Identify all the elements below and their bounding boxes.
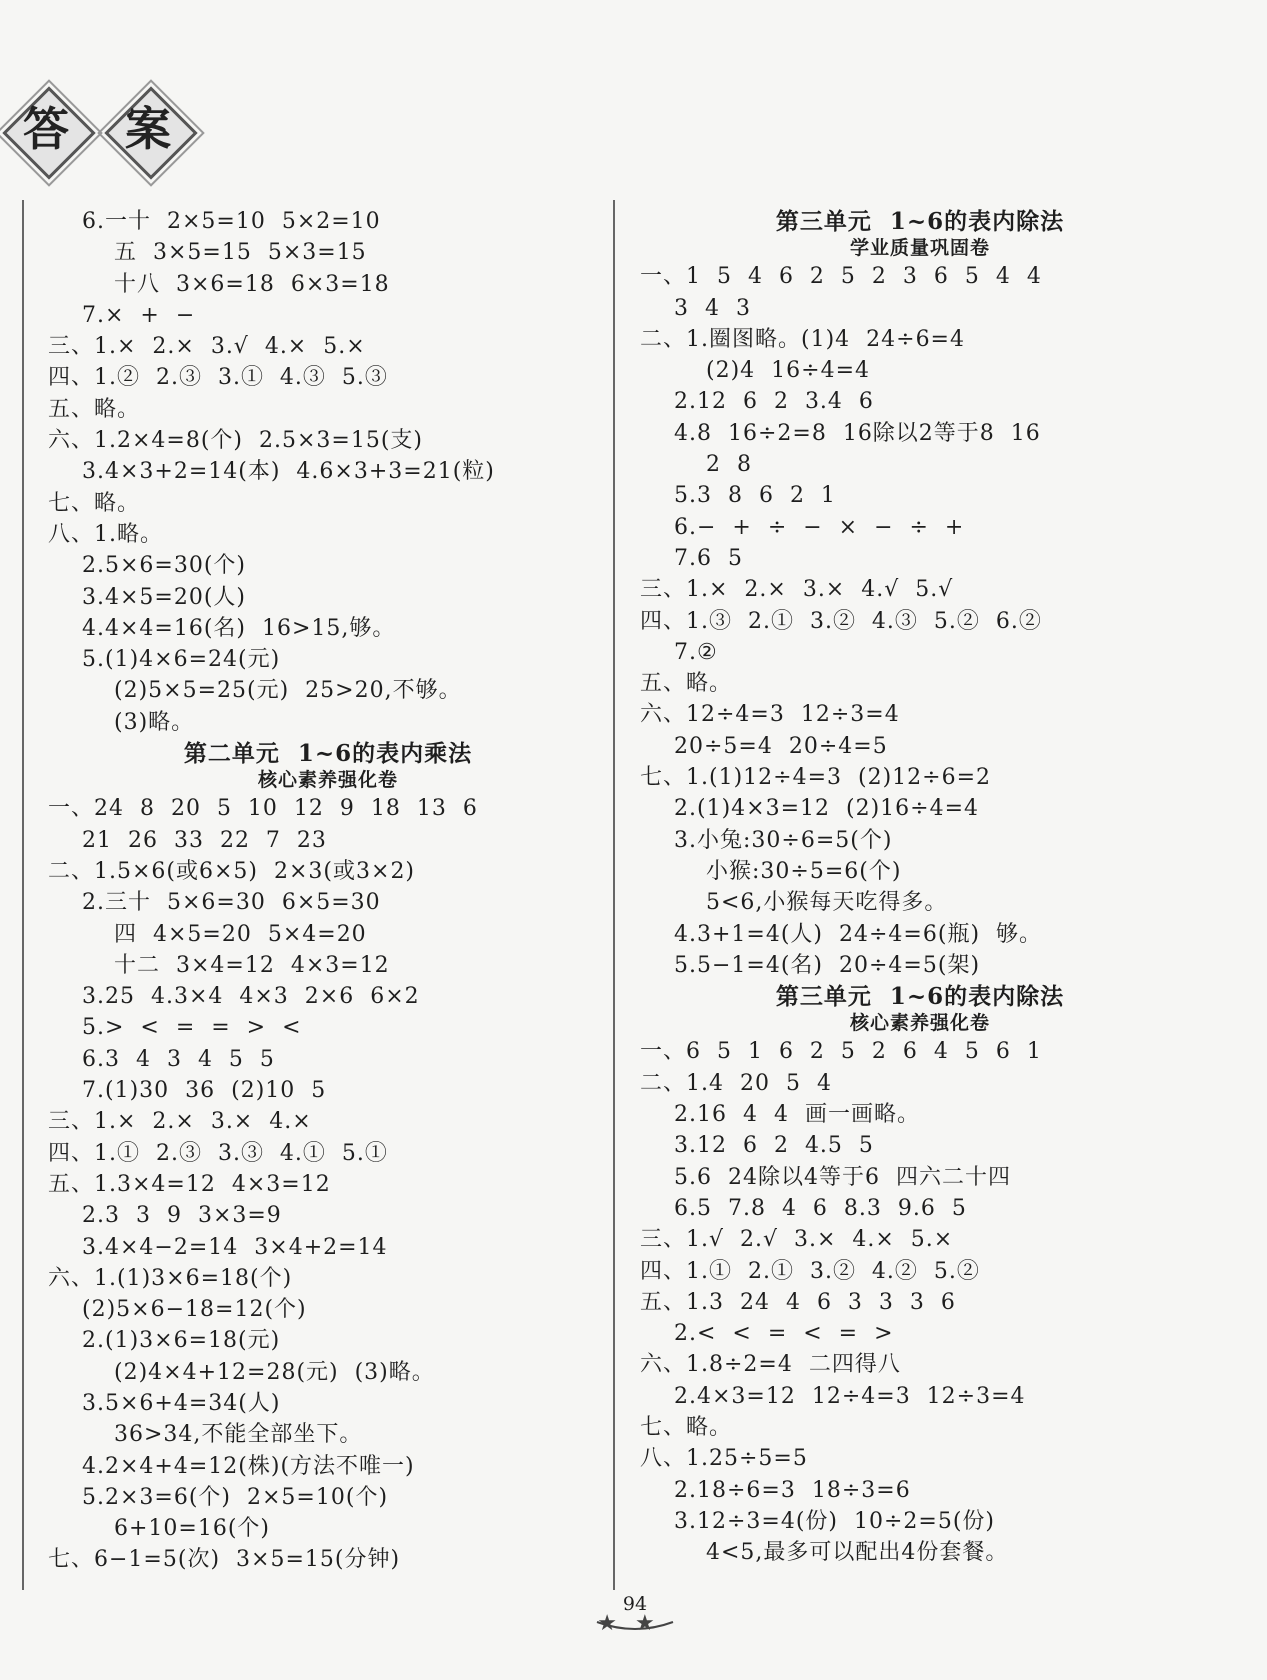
answer-line: 5.3 8 6 2 1 [674,483,836,509]
answer-line: 2.三十 5×6=30 6×5=30 [82,890,381,916]
answer-line: 三、1.√ 2.√ 3.× 4.× 5.× [640,1227,954,1253]
answer-line: 5<6,小猴每天吃得多。 [706,890,948,916]
answer-line: 五、1.3 24 4 6 3 3 3 6 [640,1289,956,1315]
page-footer [555,1594,715,1638]
answer-line: 4<5,最多可以配出4份套餐。 [706,1540,1009,1566]
answer-line: 七、1.(1)12÷4=3 (2)12÷6=2 [640,765,992,791]
answer-line: 六、1.(1)3×6=18(个) [48,1265,293,1291]
answer-line: 2.12 6 2 3.4 6 [674,389,874,415]
answer-line: 5.6 24除以4等于6 四六二十四 [674,1164,1011,1190]
footer-stars: ★★ [597,1611,673,1636]
answer-line: 一、24 8 20 5 10 12 9 18 13 6 [48,796,478,822]
answer-line: 20÷5=4 20÷4=5 [674,733,888,759]
answer-line: 21 26 33 22 7 23 [82,827,327,853]
answer-line: 三、1.× 2.× 3.√ 4.× 5.× [48,334,366,360]
answer-line: 3.12÷3=4(份) 10÷2=5(份) [674,1508,996,1534]
answer-line: 五、略。 [640,671,733,697]
right-column [640,206,1200,1568]
answer-line: 4.2×4+4=12(株)(方法不唯一) [82,1453,415,1479]
answer-line: 5.> < = = > < [82,1015,302,1041]
answer-line: 七、略。 [48,490,141,516]
answer-line: 小猴:30÷5=6(个) [706,858,902,884]
answer-line: 6.一十 2×5=10 5×2=10 [82,209,381,234]
answer-line: 6.− + ÷ − × − ÷ + [674,514,965,540]
page-number: 94 [622,1593,648,1615]
answer-line: (2)4×4+12=28(元) (3)略。 [114,1359,435,1385]
answer-line: 四、1.② 2.③ 3.① 4.③ 5.③ [48,365,388,391]
answer-line: 7.② [674,639,718,665]
left-column [48,206,608,1576]
answer-line: 三、1.× 2.× 3.× 4.√ 5.√ [640,577,954,603]
answer-line: 十八 3×6=18 6×3=18 [114,271,390,297]
answer-line: 三、1.× 2.× 3.× 4.× [48,1109,312,1135]
answer-line: 四、1.③ 2.① 3.② 4.③ 5.② 6.② [640,608,1042,634]
left-margin-rule [22,200,24,1590]
answer-line: 3.4×4−2=14 3×4+2=14 [82,1234,388,1260]
answer-line: 3.25 4.3×4 4×3 2×6 6×2 [82,984,420,1010]
answer-line: (2)4 16÷4=4 [706,358,871,384]
answer-line: 3.小兔:30÷6=5(个) [674,827,893,853]
answer-line: 六、1.2×4=8(个) 2.5×3=15(支) [48,428,424,454]
answer-line: 3.4×5=20(人) [82,584,247,610]
answer-line: 3.12 6 2 4.5 5 [674,1133,874,1159]
answer-line: 六、12÷4=3 12÷3=4 [640,702,900,728]
answer-line: 36>34,不能全部坐下。 [114,1422,363,1448]
answer-line: 3.4×3+2=14(本) 4.6×3+3=21(粒) [82,459,495,485]
answer-line: 2.(1)4×3=12 (2)16÷4=4 [674,796,980,822]
answer-line: 五、1.3×4=12 4×3=12 [48,1171,331,1197]
answer-line: (2)5×5=25(元) 25>20,不够。 [114,678,462,704]
answer-line: 3.5×6+4=34(人) [82,1390,281,1416]
answer-line: 一、1 5 4 6 2 5 2 3 6 5 4 4 [640,264,1042,290]
answer-line: 五 3×5=15 5×3=15 [114,240,367,266]
answer-line: 6+10=16(个) [114,1516,271,1542]
answer-line: 2.5×6=30(个) [82,553,247,579]
answer-line: 7.× + − [82,302,196,328]
answer-line: 二、1.5×6(或6×5) 2×3(或3×2) [48,858,416,884]
section-subtitle: 核心素养强化卷 [257,769,398,792]
section-subtitle: 学业质量巩固卷 [849,237,990,260]
answer-line: 2.3 3 9 3×3=9 [82,1203,282,1229]
answer-line: 5.5−1=4(名) 20÷4=5(架) [674,952,981,978]
answer-line: 八、1.略。 [48,521,163,547]
badge-char-1: 答 [23,102,69,156]
answer-line: 2.4×3=12 12÷4=3 12÷3=4 [674,1383,1026,1409]
badge-char-2: 案 [125,102,171,156]
answer-line: 6.3 4 3 4 5 5 [82,1046,275,1072]
answer-line: (2)5×6−18=12(个) [82,1297,307,1323]
answer-line: 5.(1)4×6=24(元) [82,647,281,673]
answer-line: 二、1.圈图略。(1)4 24÷6=4 [640,326,965,352]
answer-line: 2.(1)3×6=18(元) [82,1328,281,1354]
answer-line: 2.18÷6=3 18÷3=6 [674,1477,911,1503]
answer-line: 四、1.① 2.① 3.② 4.② 5.② [640,1258,980,1284]
answer-line: 十二 3×4=12 4×3=12 [114,952,390,978]
answer-line: 一、6 5 1 6 2 5 2 6 4 5 6 1 [640,1039,1042,1065]
answer-line: 四、1.① 2.③ 3.③ 4.① 5.① [48,1140,388,1166]
answer-line: 4.8 16÷2=8 16除以2等于8 16 [674,420,1041,446]
answer-line: 2.< < = < = > [674,1321,894,1347]
section-title: 第二单元 1~6的表内乘法 [183,740,473,768]
answer-line: 五、略。 [48,396,141,422]
answer-line: 4.3+1=4(人) 24÷4=6(瓶) 够。 [674,921,1043,947]
section-title: 第三单元 1~6的表内除法 [775,208,1065,235]
answer-line: 4.4×4=16(名) 16>15,够。 [82,615,396,641]
answer-header-badge [0,92,215,186]
column-divider [613,200,615,1590]
answer-line: 2 8 [706,452,752,478]
answer-line: 二、1.4 20 5 4 [640,1070,832,1096]
answer-line: 7.6 5 [674,545,743,571]
answer-line: 2.16 4 4 画一画略。 [674,1102,920,1128]
answer-line: 6.5 7.8 4 6 8.3 9.6 5 [674,1195,967,1221]
answer-line: 3 4 3 [674,295,751,321]
section-subtitle: 核心素养强化卷 [849,1012,990,1035]
answer-line: (3)略。 [114,709,195,735]
section-title: 第三单元 1~6的表内除法 [775,983,1065,1011]
answer-line: 七、略。 [640,1414,733,1440]
answer-line: 六、1.8÷2=4 二四得八 [640,1352,901,1378]
answer-line: 7.(1)30 36 (2)10 5 [82,1078,327,1104]
answer-line: 四 4×5=20 5×4=20 [114,921,367,947]
answer-line: 5.2×3=6(个) 2×5=10(个) [82,1484,389,1510]
footer-swoosh-icon [595,1620,675,1634]
answer-line: 七、6−1=5(次) 3×5=15(分钟) [48,1547,401,1573]
answer-line: 八、1.25÷5=5 [640,1446,808,1472]
